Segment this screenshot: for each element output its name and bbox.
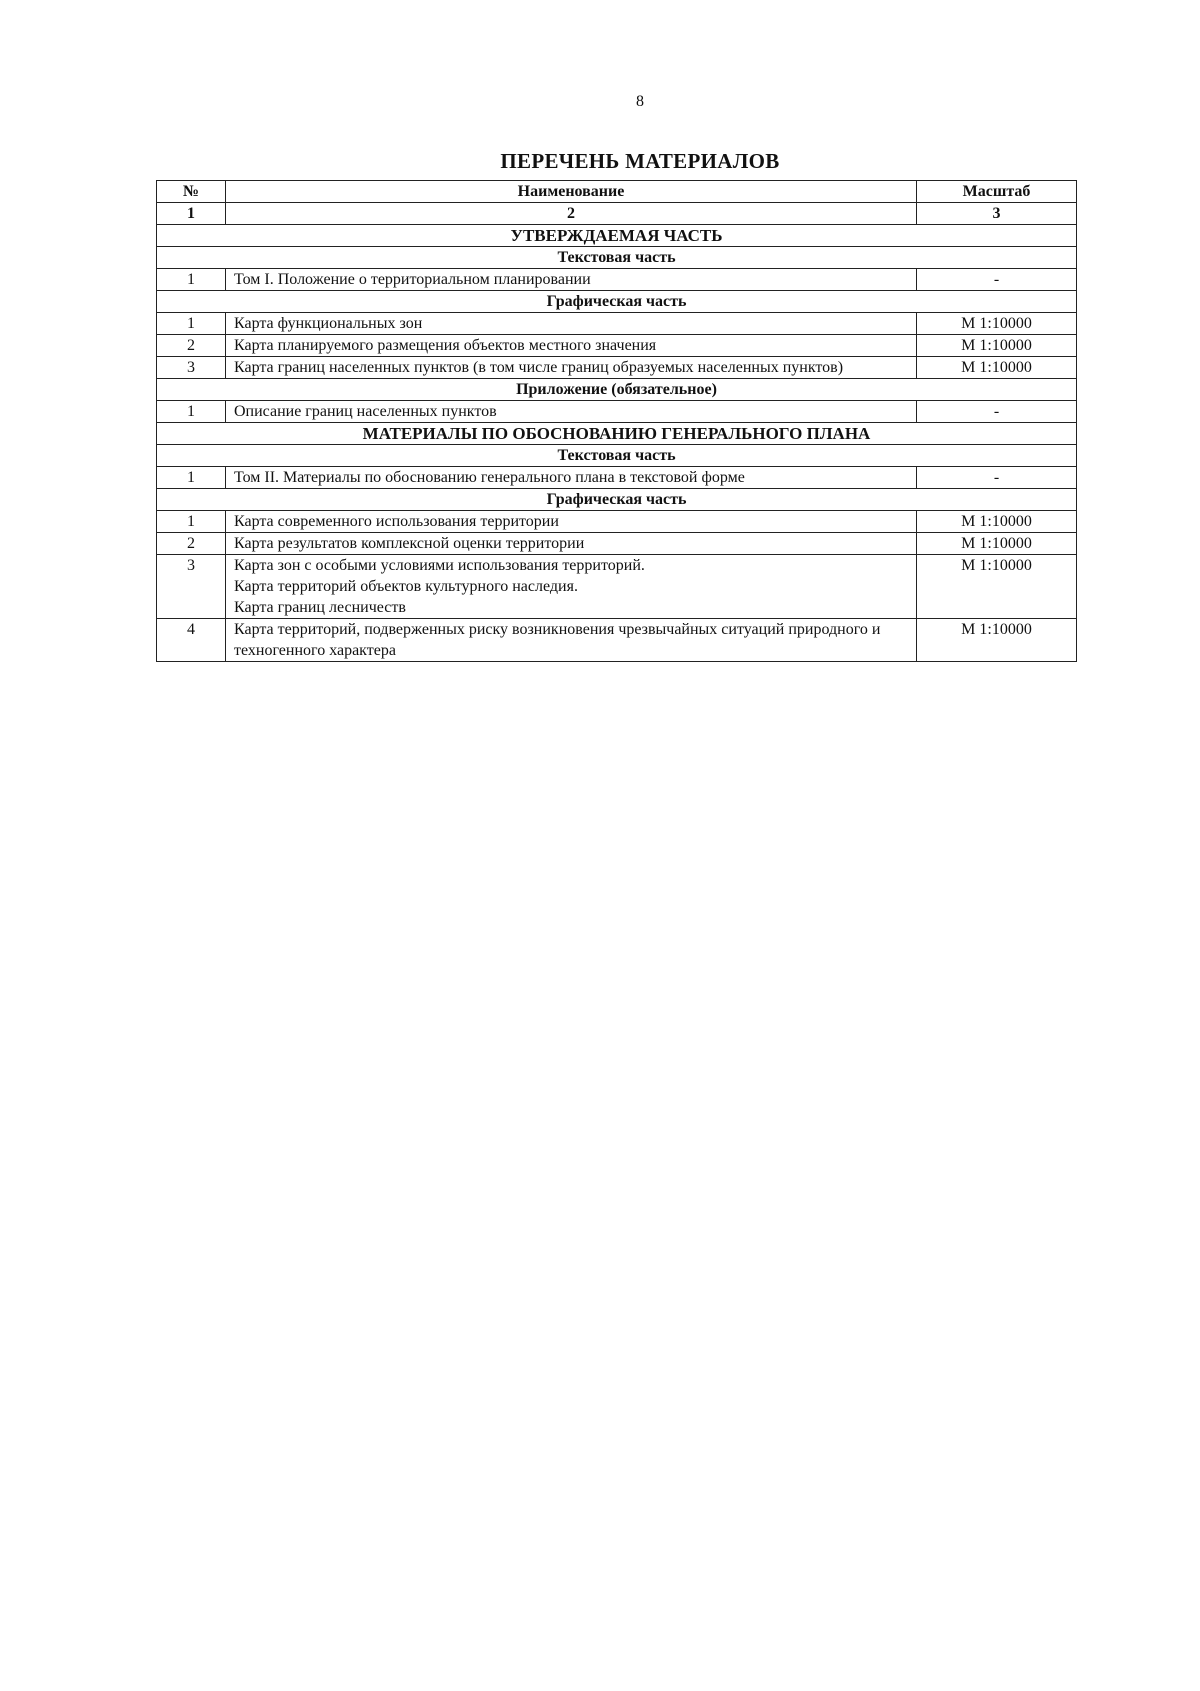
table-row <box>157 619 1077 662</box>
row-name <box>226 555 917 619</box>
subsection-row <box>157 379 1077 401</box>
row-name-line: Карта границ лесничеств <box>234 599 406 616</box>
table-row <box>157 533 1077 555</box>
row-number: 4 <box>157 619 226 662</box>
row-name <box>226 269 917 291</box>
row-name-line: Карта результатов комплексной оценки территории <box>234 535 585 552</box>
column-index-row <box>157 203 1077 225</box>
row-number: 1 <box>157 269 226 291</box>
header-num: № <box>157 181 226 203</box>
row-number: 1 <box>157 467 226 489</box>
column-index-name: 2 <box>226 203 917 225</box>
row-number: 1 <box>157 313 226 335</box>
section-row <box>157 423 1077 445</box>
row-name <box>226 313 917 335</box>
section-row <box>157 225 1077 247</box>
row-scale: М 1:10000 <box>917 533 1077 555</box>
subsection-row <box>157 489 1077 511</box>
row-name-line: Карта территорий, подверженных риску возникновения чрезвычайных ситуаций природного и техногенного характера <box>234 621 881 659</box>
header-scale: Масштаб <box>917 181 1077 203</box>
column-index-num: 1 <box>157 203 226 225</box>
subsection-title: Текстовая часть <box>157 247 1077 269</box>
row-number: 1 <box>157 511 226 533</box>
table-row <box>157 467 1077 489</box>
materials-table <box>156 180 1077 662</box>
subsection-title: Графическая часть <box>157 489 1077 511</box>
subsection-title: Текстовая часть <box>157 445 1077 467</box>
row-number: 3 <box>157 357 226 379</box>
row-name <box>226 335 917 357</box>
subsection-row <box>157 247 1077 269</box>
row-name-line: Карта границ населенных пунктов (в том числе границ образуемых населенных пунктов) <box>234 359 844 376</box>
row-name <box>226 467 917 489</box>
header-row <box>157 181 1077 203</box>
row-name-line: Том I. Положение о территориальном планировании <box>234 271 591 288</box>
table-row <box>157 269 1077 291</box>
table-row <box>157 511 1077 533</box>
row-number: 1 <box>157 401 226 423</box>
row-scale: - <box>917 269 1077 291</box>
row-scale: - <box>917 467 1077 489</box>
row-scale: М 1:10000 <box>917 511 1077 533</box>
page-number: 8 <box>636 93 644 110</box>
subsection-title: Графическая часть <box>157 291 1077 313</box>
subsection-row <box>157 291 1077 313</box>
row-name <box>226 357 917 379</box>
document-title: ПЕРЕЧЕНЬ МАТЕРИАЛОВ <box>500 149 780 173</box>
row-name-line: Том II. Материалы по обоснованию генерального плана в текстовой форме <box>234 469 745 486</box>
subsection-title: Приложение (обязательное) <box>157 379 1077 401</box>
table-row <box>157 555 1077 619</box>
row-name <box>226 511 917 533</box>
section-title: УТВЕРЖДАЕМАЯ ЧАСТЬ <box>157 225 1077 247</box>
row-name-line: Карта территорий объектов культурного наследия. <box>234 578 578 595</box>
table-body <box>157 225 1077 662</box>
column-index-scale: 3 <box>917 203 1077 225</box>
table-row <box>157 335 1077 357</box>
table-row <box>157 357 1077 379</box>
row-name <box>226 401 917 423</box>
row-scale: - <box>917 401 1077 423</box>
row-scale: М 1:10000 <box>917 313 1077 335</box>
row-scale: М 1:10000 <box>917 619 1077 662</box>
row-name <box>226 619 917 662</box>
row-scale: М 1:10000 <box>917 335 1077 357</box>
table-row <box>157 401 1077 423</box>
row-name-line: Карта планируемого размещения объектов местного значения <box>234 337 657 354</box>
row-number: 2 <box>157 533 226 555</box>
row-number: 2 <box>157 335 226 357</box>
row-name <box>226 533 917 555</box>
table-row <box>157 313 1077 335</box>
row-scale: М 1:10000 <box>917 357 1077 379</box>
row-number: 3 <box>157 555 226 619</box>
row-name-line: Описание границ населенных пунктов <box>234 403 497 420</box>
subsection-row <box>157 445 1077 467</box>
row-name-line: Карта современного использования территории <box>234 513 559 530</box>
header-name: Наименование <box>226 181 917 203</box>
row-name-line: Карта зон с особыми условиями использования территорий. <box>234 557 645 574</box>
row-name-line: Карта функциональных зон <box>234 315 423 332</box>
row-scale: М 1:10000 <box>917 555 1077 619</box>
section-title: МАТЕРИАЛЫ ПО ОБОСНОВАНИЮ ГЕНЕРАЛЬНОГО ПЛАНА <box>157 423 1077 445</box>
